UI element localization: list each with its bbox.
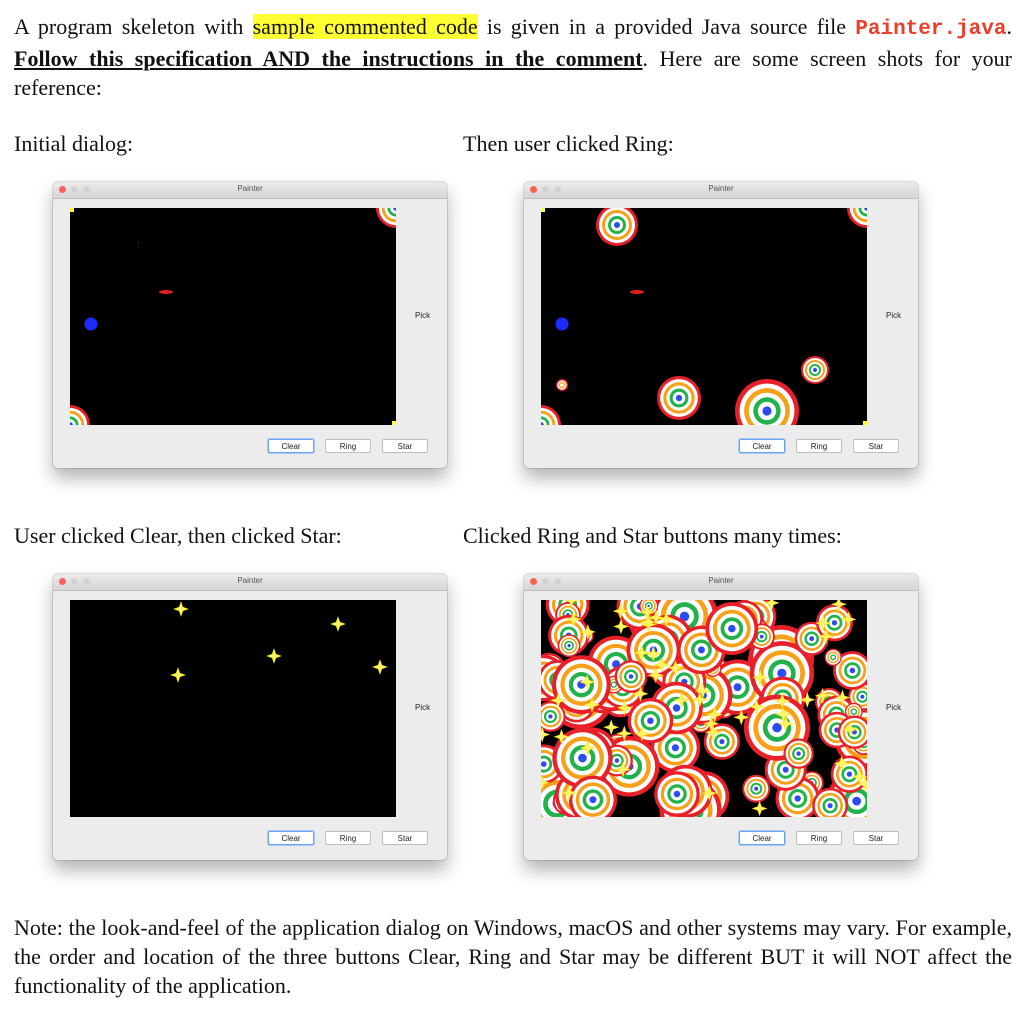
- title-bar: [53, 182, 447, 199]
- window-title: Painter: [237, 576, 263, 585]
- ring-band: [541, 761, 547, 767]
- screenshot-after-ring: [524, 182, 918, 468]
- ring-band: [612, 683, 616, 687]
- ring-button[interactable]: Ring: [796, 831, 842, 845]
- ring-band: [832, 620, 837, 625]
- ring-band: [560, 383, 564, 387]
- ring-band: [828, 803, 833, 808]
- highlighted-phrase: sample commented code: [252, 14, 478, 39]
- ring-band: [809, 636, 814, 641]
- ring-band: [698, 646, 705, 653]
- window-title: Painter: [708, 576, 734, 585]
- ring-band: [567, 644, 570, 647]
- pick-label: Pick: [415, 311, 431, 320]
- ring-band: [852, 710, 856, 714]
- canvas-drawing: [70, 208, 396, 425]
- ring-band: [860, 695, 864, 699]
- ring: [552, 655, 611, 714]
- ring-band: [674, 791, 681, 798]
- ring-band: [783, 767, 789, 773]
- corner-marker: [541, 208, 545, 212]
- ring: [831, 755, 867, 792]
- ring: [825, 649, 842, 666]
- red-ellipse: [630, 290, 644, 294]
- ring: [657, 376, 701, 420]
- ring-corner-top-right: [376, 208, 396, 228]
- ring-band: [647, 717, 653, 723]
- ring-band: [794, 795, 800, 801]
- ring: [628, 698, 673, 743]
- ring: [558, 634, 581, 657]
- screenshot-clear-then-star: [53, 574, 447, 860]
- star-button[interactable]: Star: [382, 439, 428, 453]
- ring-band: [629, 674, 634, 679]
- ring-band: [847, 771, 852, 776]
- ring-button[interactable]: Ring: [325, 439, 371, 453]
- ring: [654, 771, 700, 817]
- ring-band: [796, 751, 800, 755]
- ring-band: [615, 758, 620, 763]
- ring: [742, 775, 770, 803]
- ring-band: [760, 635, 764, 639]
- corner-marker: [392, 421, 396, 425]
- pick-label: Pick: [415, 703, 431, 712]
- star-shape: [753, 802, 767, 816]
- ring-band: [673, 704, 681, 712]
- ring-corner-top-right: [847, 208, 867, 228]
- screenshot-many-rings-stars: [524, 574, 918, 860]
- ring-band: [578, 754, 587, 763]
- star-button[interactable]: Star: [853, 831, 899, 845]
- star-shape: [373, 660, 387, 674]
- star-button[interactable]: Star: [382, 831, 428, 845]
- clear-button[interactable]: Clear: [739, 831, 785, 845]
- ring: [596, 208, 638, 246]
- ring-band: [734, 683, 742, 691]
- blue-dot: [556, 318, 569, 331]
- ring-band: [832, 656, 835, 659]
- drawing-canvas: [541, 208, 867, 425]
- ring-band: [672, 744, 679, 751]
- ring: [705, 602, 758, 655]
- title-bar: [524, 182, 918, 199]
- ring-button[interactable]: Ring: [796, 439, 842, 453]
- screenshot-initial-dialog: [53, 182, 447, 468]
- ring-band: [676, 395, 682, 401]
- star-button[interactable]: Star: [853, 439, 899, 453]
- ring-band: [548, 714, 552, 718]
- java-filename: Painter.java: [855, 18, 1007, 41]
- star-shape: [267, 649, 281, 663]
- corner-marker: [863, 421, 867, 425]
- clear-button[interactable]: Clear: [739, 439, 785, 453]
- red-ellipse: [159, 290, 173, 294]
- emphasis-instruction: Follow this specification AND the instructions in the comment: [14, 46, 643, 71]
- clear-button[interactable]: Clear: [268, 831, 314, 845]
- ring-large: [735, 379, 799, 425]
- pick-label: Pick: [886, 311, 902, 320]
- intro-paragraph: [14, 12, 1012, 102]
- ring-band: [777, 669, 786, 678]
- window-title: Painter: [237, 184, 263, 193]
- intro-text-3: .: [1006, 14, 1012, 39]
- ring-band: [754, 787, 758, 791]
- clear-button[interactable]: Clear: [268, 439, 314, 453]
- ring-band: [813, 368, 817, 372]
- ring-band: [762, 406, 771, 415]
- ring-band: [614, 222, 620, 228]
- canvas-drawing: [541, 208, 867, 425]
- ring-band: [728, 625, 736, 633]
- canvas-drawing: [541, 600, 867, 817]
- star-shape: [171, 668, 185, 682]
- title-bar: [524, 574, 918, 591]
- pick-label: Pick: [886, 703, 902, 712]
- speck: [138, 242, 139, 243]
- blue-dot: [85, 318, 98, 331]
- corner-marker: [70, 208, 74, 212]
- ring-small: [556, 379, 568, 391]
- ring-band: [719, 739, 724, 744]
- caption-many: Clicked Ring and Star buttons many times:: [463, 523, 842, 548]
- caption-ring: Then user clicked Ring:: [463, 131, 674, 156]
- star-shape: [331, 617, 345, 631]
- ring: [801, 356, 829, 384]
- ring-band: [589, 796, 596, 803]
- intro-text-4: . Here are some screen shots for your reference:: [14, 46, 1012, 100]
- window-title: Painter: [708, 184, 734, 193]
- drawing-canvas: [70, 208, 396, 425]
- ring: [783, 738, 813, 768]
- ring-corner-bottom-left: [541, 405, 561, 425]
- note-paragraph: Note: the look-and-feel of the application dialog on Windows, macOS and other systems may vary. For example, the order and location of the three buttons Clear, Ring and Star may be different BUT it will NOT affect the functionality of the application.: [14, 915, 1012, 998]
- star-shape: [174, 602, 188, 616]
- ring-button[interactable]: Ring: [325, 831, 371, 845]
- ring-band: [850, 668, 856, 674]
- ring-corner-bottom-left: [70, 405, 90, 425]
- intro-text-2: is given in a provided Java source file: [477, 14, 856, 39]
- title-bar: [53, 574, 447, 591]
- ring: [704, 723, 740, 759]
- ring-band: [852, 797, 861, 806]
- intro-text-1: A program skeleton with: [14, 14, 253, 39]
- caption-initial: Initial dialog:: [14, 131, 134, 156]
- drawing-canvas: [541, 600, 867, 817]
- caption-clear-star: User clicked Clear, then clicked Star:: [14, 523, 342, 548]
- drawing-canvas: [70, 600, 396, 817]
- canvas-drawing: [70, 600, 396, 817]
- ring: [615, 660, 648, 693]
